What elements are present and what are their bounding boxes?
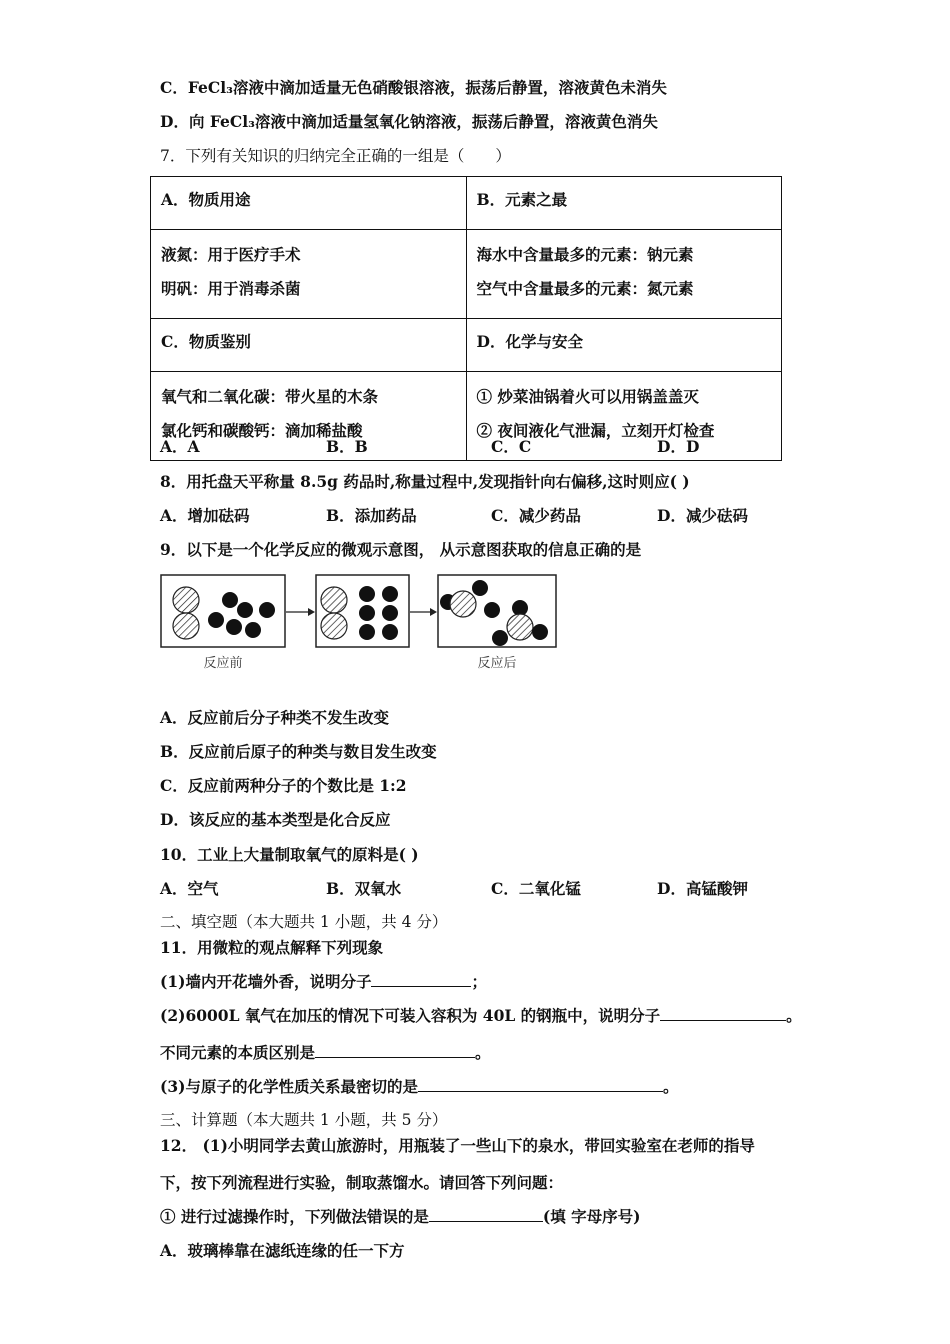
q7-b-line-2: 空气中含量最多的元素：氮元素 <box>476 279 694 298</box>
q11-part-2-text: (2)6000L 氧气在加压的情况下可装入容积为 40L 的钢瓶中，说明分子 <box>160 1006 661 1025</box>
q11-part-1 <box>160 972 487 992</box>
q11-part-3-text: 不同元素的本质区别是 <box>160 1043 316 1062</box>
q7-cell-c-head: C．物质鉴别 <box>151 319 467 372</box>
q7-option-d: D．D <box>657 437 700 456</box>
atom-black <box>484 602 500 618</box>
q12-line-2: 下，按下列流程进行实验，制取蒸馏水。请回答下列问题： <box>160 1173 564 1192</box>
q11-part-3-end: 。 <box>475 1043 491 1062</box>
q11-stem: 11．用微粒的观点解释下列现象 <box>160 938 384 957</box>
q8-option-d: D．减少砝码 <box>657 506 748 525</box>
q11-part-4-text: (3)与原子的化学性质关系最密切的是 <box>160 1077 418 1096</box>
q10-option-c: C．二氧化锰 <box>491 879 581 898</box>
q8-option-c: C．减少药品 <box>491 506 581 525</box>
q7-a-line-1: 液氮：用于医疗手术 <box>161 245 301 264</box>
atom-black <box>382 586 398 602</box>
answer-blank[interactable] <box>371 972 471 987</box>
q7-cell-a-head: A．物质用途 <box>151 177 467 230</box>
atom-hatched <box>321 613 347 639</box>
atom-black <box>382 624 398 640</box>
q9-option-d: D．该反应的基本类型是化合反应 <box>160 810 391 829</box>
q12-line-4: A．玻璃棒靠在滤纸连缘的任一下方 <box>160 1241 405 1260</box>
q10-option-a: A．空气 <box>160 879 219 898</box>
arrow-head-icon <box>430 608 437 616</box>
answer-blank[interactable] <box>429 1207 543 1222</box>
atom-hatched <box>507 614 533 640</box>
q10-stem: 10．工业上大量制取氧气的原料是( ) <box>160 845 419 864</box>
q7-a-line-2: 明矾：用于消毒杀菌 <box>161 279 301 298</box>
q10-option-b: B．双氧水 <box>326 879 402 898</box>
q7-b-line-1: 海水中含量最多的元素：钠元素 <box>476 245 694 264</box>
atom-black <box>226 619 242 635</box>
q7-stem: 7．下列有关知识的归纳完全正确的一组是（ ） <box>160 147 511 165</box>
q9-option-b: B．反应前后原子的种类与数目发生改变 <box>160 742 437 761</box>
q8-option-a: A．增加砝码 <box>160 506 250 525</box>
atom-black <box>222 592 238 608</box>
q7-cell-b-body <box>466 230 782 319</box>
q8-option-b: B．添加药品 <box>326 506 417 525</box>
section-3-heading: 三、计算题（本大题共 1 小题，共 5 分） <box>160 1111 448 1129</box>
atom-hatched <box>173 587 199 613</box>
arrow-head-icon <box>308 608 315 616</box>
q11-part-2 <box>160 1006 802 1026</box>
q11-part-4 <box>160 1077 678 1097</box>
q9-option-c: C．反应前两种分子的个数比是 1:2 <box>160 776 407 795</box>
atom-hatched <box>321 587 347 613</box>
answer-blank[interactable] <box>418 1077 663 1092</box>
q12-line-3-text: ① 进行过滤操作时，下列做法错误的是 <box>160 1207 429 1226</box>
q7-d-line-1: ① 炒菜油锅着火可以用锅盖盖灭 <box>476 387 699 406</box>
q7-cell-b-head: B．元素之最 <box>466 177 782 230</box>
q6-option-c: C．FeCl₃溶液中滴加适量无色硝酸银溶液，振荡后静置，溶液黄色未消失 <box>160 78 667 97</box>
q6-option-d: D．向 FeCl₃溶液中滴加适量氢氧化钠溶液，振荡后静置，溶液黄色消失 <box>160 112 658 131</box>
q7-option-a: A．A <box>160 437 200 456</box>
atom-black <box>359 624 375 640</box>
q11-part-2-end: 。 <box>786 1006 802 1025</box>
q7-c-line-1: 氧气和二氧化碳：带火星的木条 <box>161 387 379 406</box>
q11-part-1-text: (1)墙内开花墙外香，说明分子 <box>160 972 372 991</box>
answer-blank[interactable] <box>315 1043 475 1058</box>
q11-part-3 <box>160 1043 491 1063</box>
atom-hatched <box>450 591 476 617</box>
q12-line-1: 12． (1)小明同学去黄山旅游时，用瓶装了一些山下的泉水，带回实验室在老师的指导 <box>160 1136 755 1155</box>
atom-black <box>237 602 253 618</box>
section-2-heading: 二、填空题（本大题共 1 小题，共 4 分） <box>160 913 448 931</box>
atom-black <box>359 586 375 602</box>
atom-black <box>259 602 275 618</box>
atom-black <box>472 580 488 596</box>
atom-black <box>532 624 548 640</box>
atom-hatched <box>173 613 199 639</box>
q7-c-line-2: 氯化钙和碳酸钙：滴加稀盐酸 <box>161 421 363 440</box>
q7-table <box>150 176 782 461</box>
atom-black <box>359 605 375 621</box>
atom-black <box>208 612 224 628</box>
atom-black <box>382 605 398 621</box>
q9-stem: 9．以下是一个化学反应的微观示意图， 从示意图获取的信息正确的是 <box>160 540 642 559</box>
q7-cell-d-head: D．化学与安全 <box>466 319 782 372</box>
answer-blank[interactable] <box>660 1006 786 1021</box>
atom-black <box>245 622 261 638</box>
q9-option-a: A．反应前后分子种类不发生改变 <box>160 708 390 727</box>
q10-option-d: D．高锰酸钾 <box>657 879 748 898</box>
q8-stem: 8．用托盘天平称量 8.5g 药品时,称量过程中,发现指针向右偏移,这时则应( ) <box>160 472 690 491</box>
q12-line-3 <box>160 1207 640 1227</box>
reaction-diagram <box>160 570 560 675</box>
label-after: 反应后 <box>477 656 517 671</box>
q7-cell-a-body <box>151 230 467 319</box>
q7-option-b: B．B <box>326 437 368 456</box>
q7-option-c: C．C <box>491 437 532 456</box>
atom-black <box>492 630 508 646</box>
q11-part-1-end: ； <box>471 972 487 991</box>
q12-line-3-hint: (填 字母序号) <box>542 1207 641 1226</box>
q11-part-4-end: 。 <box>662 1077 679 1096</box>
label-before: 反应前 <box>203 656 243 671</box>
q7-d-line-2: ② 夜间液化气泄漏，立刻开灯检查 <box>476 421 715 440</box>
